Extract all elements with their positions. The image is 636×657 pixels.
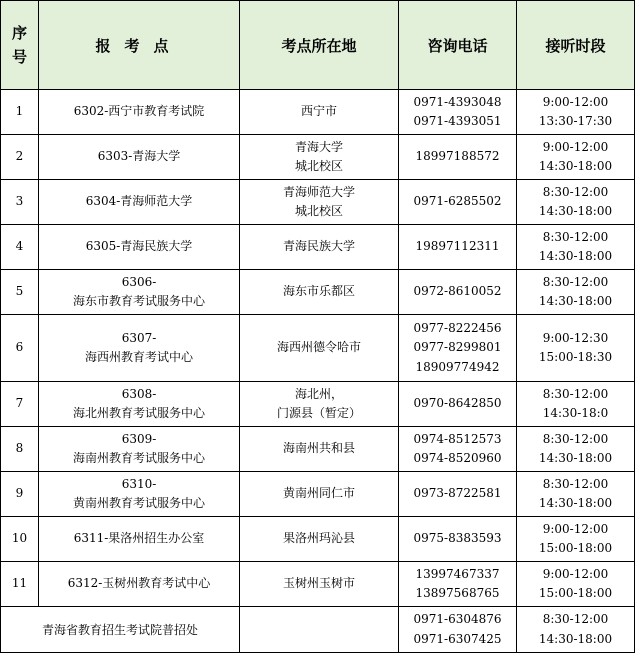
row-hours	[517, 90, 635, 135]
row-exam-site	[39, 427, 240, 472]
row-hours	[517, 427, 635, 472]
row-phones	[399, 90, 517, 135]
row-phones-line: 0973-8722581	[413, 486, 502, 501]
row-exam-site	[39, 225, 240, 270]
header-exam-site	[39, 1, 240, 90]
row-location-line: 海西州德令哈市	[276, 340, 361, 355]
header-location: 考点所在地	[240, 1, 399, 90]
row-phones-line: 0974-8520960	[413, 451, 502, 465]
row-exam-site	[39, 90, 240, 135]
row-exam-site	[39, 562, 240, 607]
row-phones-line: 13897568765	[415, 586, 500, 600]
row-location-line: 门源县（暂定）	[276, 406, 361, 420]
row-location-line: 海东市乐都区	[282, 284, 355, 299]
row-location	[240, 135, 399, 180]
header-serial	[1, 1, 39, 90]
table-row	[1, 472, 635, 517]
header-row	[1, 1, 635, 90]
row-hours-line: 9:00-12:00	[542, 139, 609, 154]
row-hours-line: 14:30-18:00	[538, 249, 613, 263]
row-hours-line: 8:30-12:00	[542, 184, 609, 199]
row-phones-line: 0972-8610052	[413, 284, 502, 299]
row-exam-site	[39, 315, 240, 382]
row-exam-site-line: 海东市教育考试服务中心	[72, 294, 205, 308]
header-exam-site-label: 报考点	[95, 36, 183, 55]
row-location	[240, 90, 399, 135]
row-phones	[399, 427, 517, 472]
row-location-line: 玉树州玉树市	[282, 576, 355, 591]
row-location-line: 西宁市	[300, 104, 337, 119]
row-hours-line: 15:00-18:00	[538, 541, 613, 555]
row-hours-line: 14:30-18:0	[542, 406, 609, 420]
row-hours-line: 14:30-18:00	[538, 451, 613, 465]
row-location	[240, 472, 399, 517]
footer-hours-1: 8:30-12:00	[542, 612, 609, 627]
row-phones-line: 0970-8642850	[413, 396, 502, 411]
row-exam-site-line: 6312-玉树州教育考试中心	[67, 576, 211, 591]
row-location-line: 青海师范大学	[282, 184, 355, 199]
row-hours-line: 14:30-18:00	[538, 159, 613, 173]
header-serial-line-1: 序	[11, 24, 27, 42]
row-location-line: 青海大学	[294, 139, 343, 154]
row-hours-line: 8:30-12:00	[542, 386, 609, 401]
row-hours-line: 14:30-18:00	[538, 294, 613, 308]
row-exam-site-line: 6309-	[121, 431, 157, 446]
row-exam-site	[39, 382, 240, 427]
row-serial: 10	[1, 517, 39, 562]
table-row	[1, 270, 635, 315]
row-hours-line: 8:30-12:00	[542, 229, 609, 244]
row-phones	[399, 382, 517, 427]
row-phones-line: 0975-8383593	[413, 531, 502, 546]
row-phones	[399, 180, 517, 225]
row-phones-line: 0971-4393048	[413, 94, 502, 109]
row-hours-line: 9:00-12:00	[542, 94, 609, 109]
row-exam-site-line: 6303-青海大学	[97, 149, 181, 164]
row-exam-site-line: 6305-青海民族大学	[85, 239, 193, 254]
table-body	[1, 90, 635, 607]
row-hours	[517, 472, 635, 517]
row-serial: 5	[1, 270, 39, 315]
row-exam-site-line: 海西州教育考试中心	[84, 350, 193, 364]
row-exam-site-line: 6307-	[121, 330, 157, 345]
table-row	[1, 180, 635, 225]
row-serial: 11	[1, 562, 39, 607]
row-phones-line: 0977-8299801	[413, 340, 502, 355]
row-exam-site-line: 海北州教育考试服务中心	[72, 406, 205, 420]
row-hours-line: 9:00-12:00	[542, 566, 609, 581]
row-hours-line: 15:00-18:00	[538, 586, 613, 600]
header-serial-line-2: 号	[11, 48, 27, 66]
row-hours-line: 14:30-18:00	[538, 204, 613, 218]
row-location-line: 城北校区	[294, 204, 343, 218]
row-phones-line: 0974-8512573	[413, 431, 502, 446]
row-hours	[517, 517, 635, 562]
row-exam-site-line: 6302-西宁市教育考试院	[73, 104, 205, 119]
row-location	[240, 270, 399, 315]
row-serial: 2	[1, 135, 39, 180]
row-hours	[517, 135, 635, 180]
table-footer	[1, 607, 635, 653]
row-hours	[517, 562, 635, 607]
row-location-line: 城北校区	[294, 159, 343, 173]
row-phones	[399, 562, 517, 607]
row-phones-line: 0971-6285502	[413, 194, 502, 209]
row-exam-site-line: 6310-	[121, 476, 157, 491]
row-exam-site-line: 6306-	[121, 274, 157, 289]
row-location	[240, 180, 399, 225]
footer-row	[1, 607, 635, 653]
row-location-line: 海南州共和县	[282, 441, 355, 456]
footer-office-name: 青海省教育招生考试院普招处	[1, 607, 240, 653]
row-phones	[399, 270, 517, 315]
row-hours	[517, 180, 635, 225]
table-row	[1, 315, 635, 382]
row-exam-site-line: 6308-	[121, 386, 157, 401]
table-header	[1, 1, 635, 90]
footer-hours-2: 14:30-18:00	[538, 631, 613, 646]
table-row	[1, 225, 635, 270]
row-phones-line: 18909774942	[415, 359, 500, 374]
row-serial: 7	[1, 382, 39, 427]
row-hours-line: 13:30-17:30	[538, 114, 613, 128]
footer-phones	[399, 607, 517, 653]
row-phones-line: 19897112311	[415, 239, 500, 254]
footer-phone-1: 0971-6304876	[413, 612, 502, 627]
footer-location	[240, 607, 399, 653]
row-phones	[399, 315, 517, 382]
table-row	[1, 427, 635, 472]
row-location-line: 青海民族大学	[282, 239, 355, 254]
row-location-line: 黄南州同仁市	[282, 486, 355, 501]
row-exam-site	[39, 135, 240, 180]
row-hours-line: 14:30-18:00	[538, 496, 613, 510]
row-hours	[517, 315, 635, 382]
table-row	[1, 517, 635, 562]
row-exam-site	[39, 180, 240, 225]
row-exam-site-line: 黄南州教育考试服务中心	[72, 496, 205, 510]
row-serial: 8	[1, 427, 39, 472]
row-exam-site	[39, 270, 240, 315]
row-phones	[399, 472, 517, 517]
row-hours-line: 8:30-12:00	[542, 476, 609, 491]
row-hours	[517, 225, 635, 270]
row-location	[240, 427, 399, 472]
table-row	[1, 382, 635, 427]
row-location	[240, 517, 399, 562]
table-row	[1, 90, 635, 135]
row-location	[240, 225, 399, 270]
row-phones-line: 0971-4393051	[413, 114, 502, 128]
row-exam-site-line: 6311-果洛州招生办公室	[73, 531, 205, 546]
row-serial: 4	[1, 225, 39, 270]
row-location	[240, 315, 399, 382]
row-location-line: 果洛州玛沁县	[282, 531, 355, 546]
row-phones	[399, 135, 517, 180]
row-exam-site	[39, 517, 240, 562]
row-hours	[517, 382, 635, 427]
row-hours-line: 8:30-12:00	[542, 274, 609, 289]
row-location-line: 海北州，	[294, 386, 343, 401]
row-hours-line: 8:30-12:00	[542, 431, 609, 446]
row-serial: 1	[1, 90, 39, 135]
row-exam-site-line: 海南州教育考试服务中心	[72, 451, 205, 465]
row-phones-line: 0977-8222456	[413, 321, 502, 336]
row-phones	[399, 225, 517, 270]
row-serial: 6	[1, 315, 39, 382]
table-row	[1, 135, 635, 180]
footer-phone-2: 0971-6307425	[413, 631, 502, 646]
header-phone: 咨询电话	[399, 1, 517, 90]
row-exam-site	[39, 472, 240, 517]
row-exam-site-line: 6304-青海师范大学	[85, 194, 193, 209]
row-hours	[517, 270, 635, 315]
row-location	[240, 382, 399, 427]
row-hours-line: 15:00-18:30	[538, 350, 613, 364]
row-hours-line: 9:00-12:00	[542, 521, 609, 536]
footer-hours	[517, 607, 635, 653]
row-serial: 9	[1, 472, 39, 517]
row-phones	[399, 517, 517, 562]
row-location	[240, 562, 399, 607]
row-phones-line: 18997188572	[415, 149, 500, 164]
row-phones-line: 13997467337	[415, 566, 500, 581]
row-serial: 3	[1, 180, 39, 225]
header-hours: 接听时段	[517, 1, 635, 90]
row-hours-line: 9:00-12:30	[542, 330, 609, 345]
table-row	[1, 562, 635, 607]
